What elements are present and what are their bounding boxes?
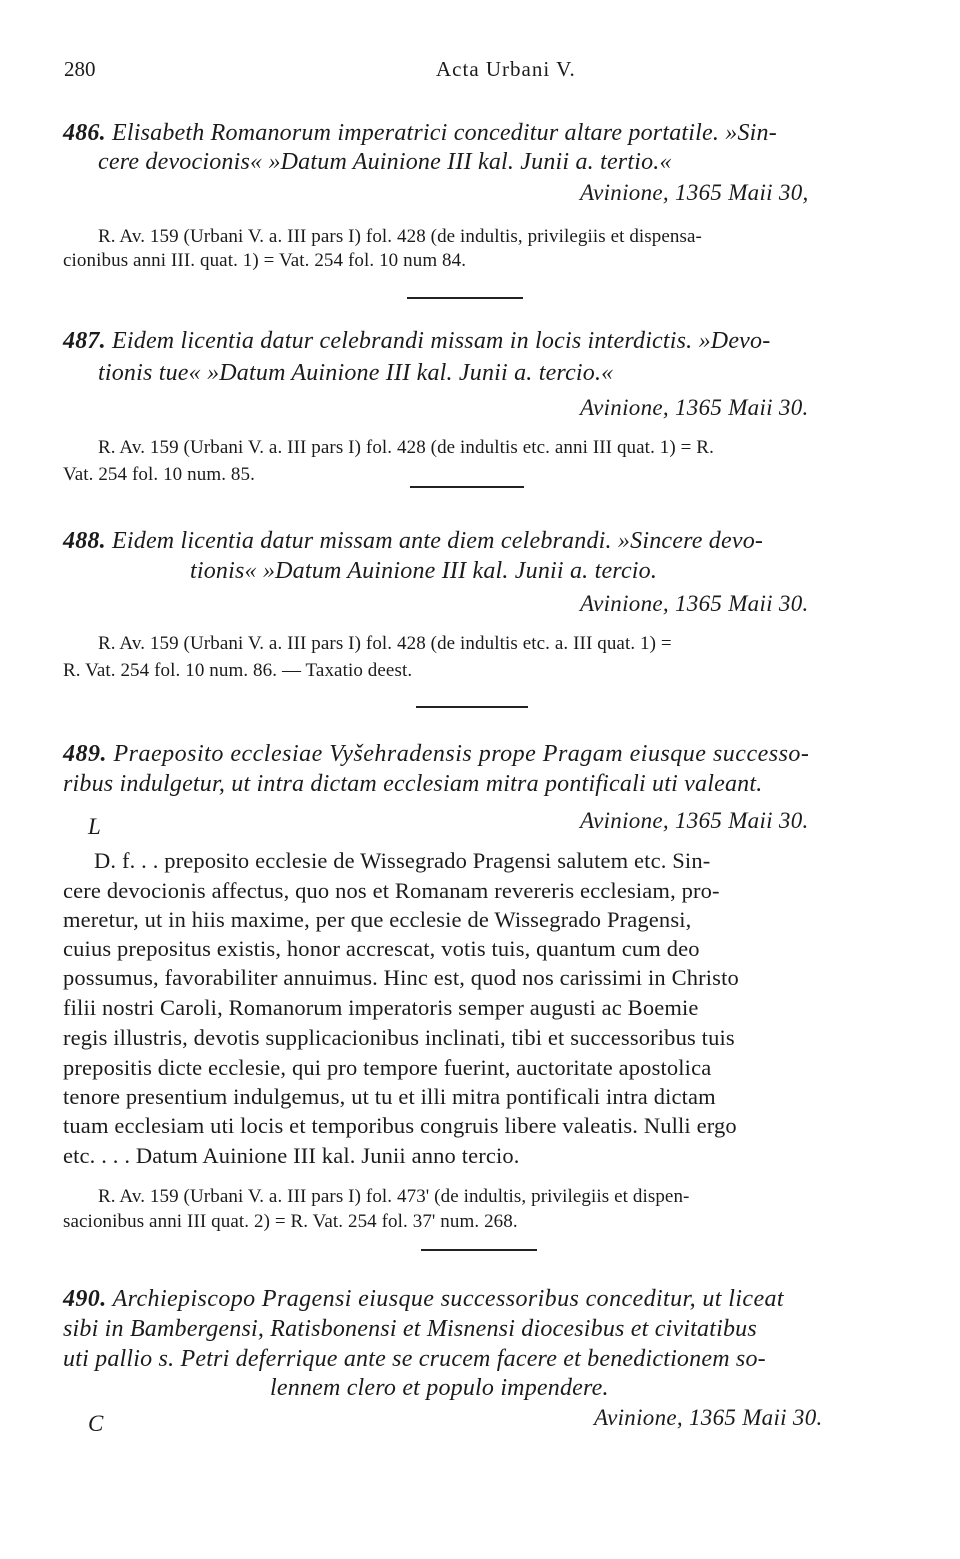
text-line: cere devocionis affectus, quo nos et Romanam revereris ecclesiam, pro- [63,878,720,903]
entry-summary-line [63,328,770,355]
register-line: R. Av. 159 (Urbani V. a. III pars I) fol. 473' (de indultis, privilegiis et dispen- [98,1186,690,1207]
entry-summary-line [63,741,809,768]
text-line: possumus, favorabiliter annuimus. Hinc est, quod nos carissimi in Christo [63,965,739,990]
running-title: Acta Urbani V. [436,57,576,81]
register-line: R. Vat. 254 fol. 10 num. 86. — Taxatio deest. [63,660,413,681]
entry-number: 488. [63,528,106,554]
page-number: 280 [64,57,96,81]
register-line: R. Av. 159 (Urbani V. a. III pars I) fol. 428 (de indultis etc. anni III quat. 1) = R. [98,437,714,458]
place-date: Avinione, 1365 Maii 30. [580,591,809,616]
text-line: filii nostri Caroli, Romanorum imperatoris semper augusti ac Boemie [63,995,699,1020]
text-line: tenore presentium indulgemus, ut tu et illi mitra pontificali intra dictam [63,1084,716,1109]
place-date: Avinione, 1365 Maii 30. [594,1405,823,1430]
entry-number: 490. [63,1286,107,1312]
register-line: sacionibus anni III quat. 2) = R. Vat. 254 fol. 37' num. 268. [63,1211,518,1232]
entry-summary-line: sibi in Bambergensi, Ratisbonensi et Misnensi diocesibus et civitatibus [63,1316,757,1342]
separator-rule [407,297,523,299]
summary-text: Eidem licentia datur missam ante diem celebrandi. »Sincere devo- [112,528,764,554]
entry-number: 487. [63,328,106,354]
register-line: R. Av. 159 (Urbani V. a. III pars I) fol. 428 (de indultis etc. a. III quat. 1) = [98,633,672,654]
entry-summary-line: uti pallio s. Petri deferrique ante se crucem facere et benedictionem so- [63,1346,766,1372]
entry-summary-line: tionis« »Datum Auinione III kal. Junii a. tercio. [190,558,658,584]
entry-summary-line [63,528,763,555]
separator-rule [410,486,524,488]
entry-summary-line: lennem clero et populo impendere. [270,1375,609,1401]
place-date: Avinione, 1365 Maii 30, [580,180,809,205]
summary-text: Praeposito ecclesiae Vyšehradensis prope Pragam eiusque successo- [113,741,810,767]
text-line: tuam ecclesiam uti locis et temporibus congruis libere valeatis. Nulli ergo [63,1113,737,1138]
text-line: D. f. . . preposito ecclesie de Wissegrado Pragensi salutem etc. Sin- [94,848,711,873]
register-line: cionibus anni III. quat. 1) = Vat. 254 fol. 10 num 84. [63,250,467,271]
chancery-mark: C [88,1411,104,1436]
separator-rule [421,1249,537,1251]
chancery-mark: L [88,814,102,839]
summary-text: Eidem licentia datur celebrandi missam in locis interdictis. »Devo- [112,328,771,354]
entry-number: 486. [63,120,106,146]
place-date: Avinione, 1365 Maii 30. [580,808,809,833]
entry-number: 489. [63,741,107,767]
entry-summary-line: tionis tue« »Datum Auinione III kal. Junii a. tercio.« [98,360,614,386]
entry-summary-line [63,120,777,147]
text-line: prepositis dicte ecclesie, qui pro tempore fuerint, auctoritate apostolica [63,1055,712,1080]
entry-summary-line [63,1286,784,1313]
text-line: regis illustris, devotis supplicacionibus inclinati, tibi et successoribus tuis [63,1025,735,1050]
text-line: meretur, ut in hiis maxime, per que ecclesie de Wissegrado Pragensi, [63,907,692,932]
separator-rule [416,706,528,708]
summary-text: Elisabeth Romanorum imperatrici conceditur altare portatile. »Sin- [112,120,777,146]
text-line: cuius prepositus existis, honor accrescat, votis tuis, quantum cum deo [63,936,700,961]
register-line: Vat. 254 fol. 10 num. 85. [63,464,255,485]
entry-summary-line: ribus indulgetur, ut intra dictam ecclesiam mitra pontificali uti valeant. [63,771,763,797]
place-date: Avinione, 1365 Maii 30. [580,395,809,420]
summary-text: Archiepiscopo Pragensi eiusque successoribus conceditur, ut liceat [112,1286,784,1312]
text-line: etc. . . . Datum Auinione III kal. Junii anno tercio. [63,1143,520,1168]
register-line: R. Av. 159 (Urbani V. a. III pars I) fol. 428 (de indultis, privilegiis et dispensa- [98,226,702,247]
entry-summary-line: cere devocionis« »Datum Auinione III kal. Junii a. tertio.« [98,149,672,175]
